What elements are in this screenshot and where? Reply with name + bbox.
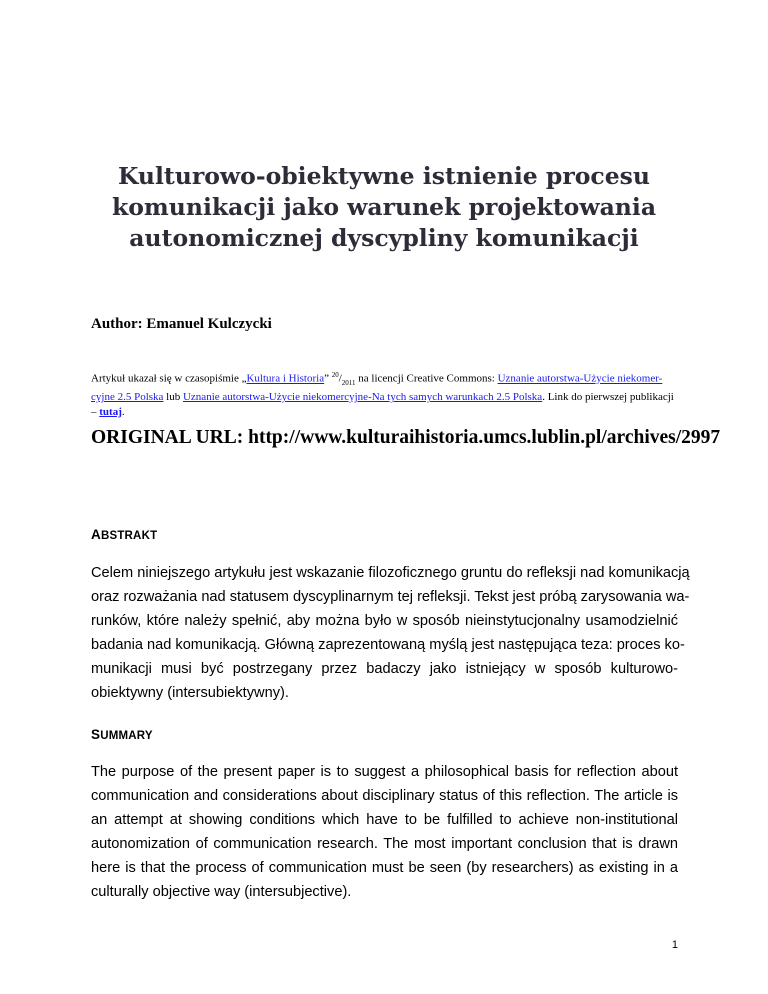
paragraph-line: oraz rozważania nad statusem dyscyplinarnym tej refleksji. Tekst jest próbą zarysowania wa- (91, 589, 690, 605)
article-title (90, 161, 678, 254)
paragraph-line: badania nad komunikacją. Główną zaprezentowaną myślą jest następująca teza: proces ko- (91, 637, 685, 653)
paragraph-line: obiektywny (intersubiektywny). (91, 685, 289, 701)
heading-rest: UMMARY (100, 730, 153, 742)
author-line: Author: Emanuel Kulczycki (91, 316, 272, 332)
paragraph-line: communication and considerations about disciplinary status of this reflection. The article is (91, 788, 678, 804)
abstract-heading (91, 527, 157, 542)
note-line-1 (91, 368, 691, 390)
journal-link[interactable]: Kultura i Historia (246, 372, 325, 385)
heading-rest: BSTRAKT (100, 530, 158, 542)
paragraph-line: here is that the process of communication must be seen (by researchers) as existing in a (91, 860, 678, 876)
paragraph-line: munikacji musi być postrzegany przez badaczy jako istniejący w sposób kulturowo- (91, 661, 678, 677)
paragraph-line: runków, które należy spełnić, aby można było w sposób nieinstytucjonalny usamodzielnić (91, 613, 678, 629)
issue-number: 20 (331, 371, 339, 379)
title-line: autonomicznej dyscypliny komunikacji (129, 224, 639, 252)
paragraph-line: The purpose of the present paper is to suggest a philosophical basis for reflection about (91, 764, 678, 780)
page-number: 1 (671, 939, 678, 951)
summary-paragraph (91, 760, 678, 904)
note-text: ” (324, 372, 332, 385)
paragraph-line: autonomization of communication research. The most important conclusion that is drawn (91, 836, 678, 852)
note-line-3 (91, 405, 691, 420)
here-link[interactable]: tutaj (99, 405, 122, 418)
note-text: Artykuł ukazał się w czasopiśmie „ (91, 372, 247, 385)
license1-link[interactable]: Uznanie autorstwa-Użycie niekomer- (497, 372, 663, 385)
note-line-2 (91, 390, 691, 405)
summary-heading (91, 727, 153, 742)
note-text: . (121, 405, 125, 418)
paragraph-line: Celem niniejszego artykułu jest wskazanie filozoficznego gruntu do refleksji nad komunikacją (91, 565, 690, 581)
note-text: . Link do pierwszej publikacji (542, 391, 674, 404)
license2-link[interactable]: Uznanie autorstwa-Użycie niekomercyjne-Na tych samych warunkach 2.5 Polska (182, 391, 543, 404)
paragraph-line: an attempt at showing conditions which have to be fulfilled to achieve non-institutional (91, 812, 678, 828)
note-text: lub (163, 391, 183, 404)
title-line: komunikacji jako warunek projektowania (111, 193, 657, 221)
note-text: – (91, 405, 100, 418)
paragraph-line: culturally objective way (intersubjective). (91, 884, 352, 900)
original-url: ORIGINAL URL: http://www.kulturaihistoria.umcs.lublin.pl/archives/2997 (91, 427, 721, 448)
issue-separator: / (338, 372, 342, 385)
license1-link-continued[interactable]: cyjne 2.5 Polska (91, 391, 164, 404)
title-line: Kulturowo-obiektywne istnienie procesu (118, 162, 650, 190)
issue-year: 2011 (341, 378, 356, 387)
note-text: na licencji Creative Commons: (355, 372, 498, 385)
heading-initial: A (91, 527, 101, 542)
publication-note (91, 368, 691, 419)
abstract-paragraph (91, 561, 690, 705)
heading-initial: S (91, 727, 101, 742)
